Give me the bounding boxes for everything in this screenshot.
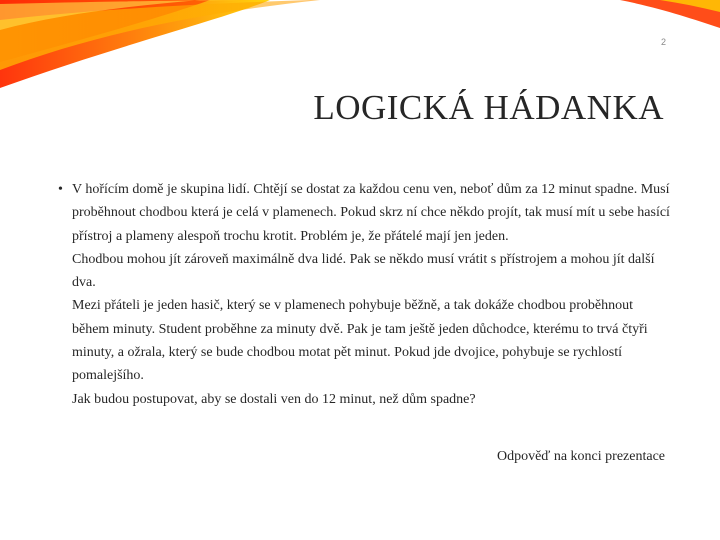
paragraph-text: Chodbou mohou jít zároveň maximálně dva lidé. Pak se někdo musí vrátit s přístrojem a mohou jít další dva.	[72, 251, 655, 291]
slide-title: LOGICKÁ HÁDANKA	[313, 88, 664, 127]
paragraph-fire-intro	[58, 178, 670, 248]
page-number: 2	[660, 37, 666, 47]
paragraph-question	[58, 388, 670, 411]
slide-body	[58, 178, 670, 411]
paragraph-people-speeds	[58, 294, 670, 387]
paragraph-text: Mezi přáteli je jeden hasič, který se v plamenech pohybuje běžně, a tak dokáže chodbou proběhnout během minuty. Student proběhne za minuty dvě. Pak je tam ještě jeden důchodce, kterému to trvá čtyři minuty, a ožrala, který se bude chodbou motat pět minut. Pokud jde dvojice, pohybuje se rychlostí pomalejšího.	[72, 298, 648, 384]
answer-note: Odpověď na konci prezentace	[496, 449, 665, 464]
paragraph-text: Jak budou postupovat, aby se dostali ven do 12 minut, než dům spadne?	[72, 391, 476, 407]
paragraph-text: V hořícím domě je skupina lidí. Chtějí se dostat za každou cenu ven, neboť dům za 12 minut spadne. Musí proběhnout chodbou která je celá v plamenech. Pokud skrz ní chce někdo projít, tak musí mít u sebe hasící přístroj a plameny alespoň trochu krotit. Problém je, že přátelé mají jen jeden.	[72, 182, 670, 244]
bullet-marker: •	[58, 182, 63, 197]
paragraph-corridor-rule	[58, 248, 670, 295]
flame-decoration	[0, 0, 720, 90]
